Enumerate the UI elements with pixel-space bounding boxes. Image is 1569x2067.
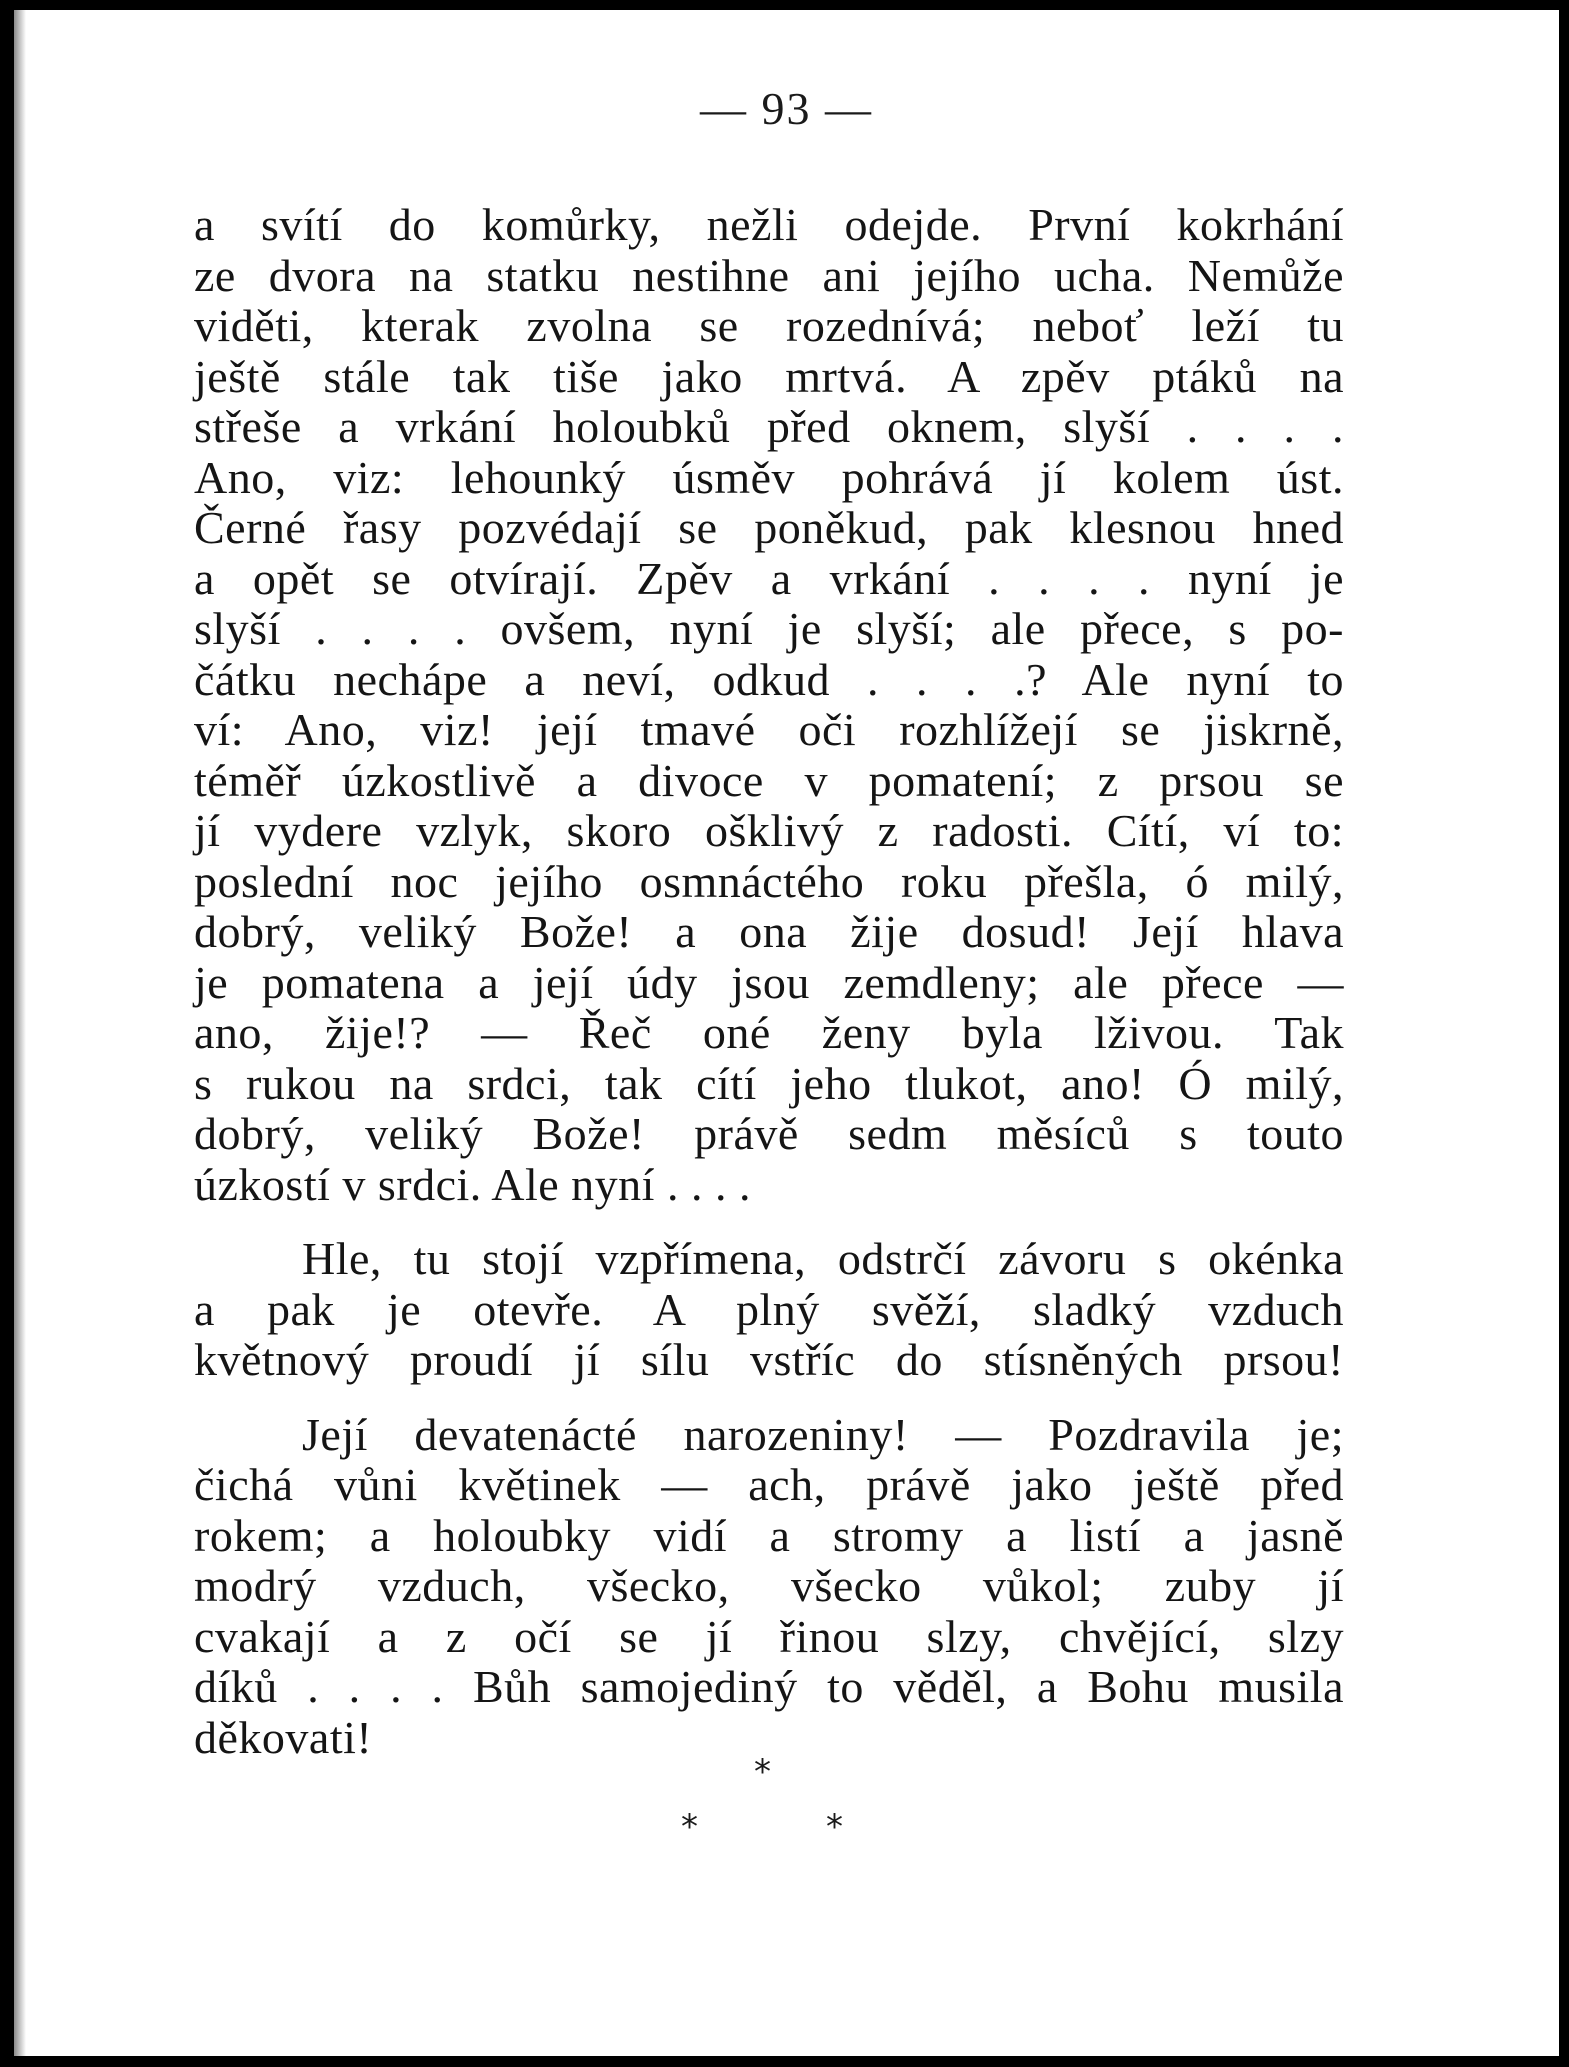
asterism-section-break bbox=[14, 1752, 1559, 1865]
text-line: dobrý, veliký Bože! právě sedm měsíců s touto bbox=[194, 1108, 1344, 1159]
text-line: a pak je otevře. A plný svěží, sladký vzduch bbox=[194, 1283, 1344, 1335]
text-line: jí vydere vzlyk, skoro ošklivý z radosti. Cítí, ví to: bbox=[194, 805, 1344, 856]
page-number: — 93 — bbox=[700, 83, 873, 134]
text-line: viděti, kterak zvolna se rozednívá; neboť leží tu bbox=[194, 300, 1344, 351]
text-line: cvakají a z očí se jí řinou slzy, chvějící, slzy bbox=[194, 1610, 1344, 1662]
text-line: slyší . . . . ovšem, nyní je slyší; ale přece, s po- bbox=[194, 603, 1344, 654]
paragraph-gap bbox=[194, 1386, 1344, 1410]
text-line: je pomatena a její údy jsou zemdleny; ale přece — bbox=[194, 956, 1344, 1008]
page-edge-shadow bbox=[14, 10, 26, 2056]
asterism-star: * bbox=[826, 1807, 843, 1847]
text-line: ze dvora na statku nestihne ani jejího ucha. Nemůže bbox=[194, 249, 1344, 301]
text-line: Hle, tu stojí vzpřímena, odstrčí závoru s okénka bbox=[302, 1233, 1344, 1284]
text-line: Černé řasy pozvédají se poněkud, pak klesnou hned bbox=[194, 502, 1344, 553]
text-line: ještě stále tak tiše jako mrtvá. A zpěv ptáků na bbox=[194, 350, 1344, 402]
text-line: poslední noc jejího osmnáctého roku přešla, ó milý, bbox=[194, 855, 1344, 907]
text-line: dobrý, veliký Bože! a ona žije dosud! Její hlava bbox=[194, 906, 1344, 957]
text-line: modrý vzduch, všecko, všecko vůkol; zuby jí bbox=[194, 1560, 1344, 1611]
text-line: Ano, viz: lehounký úsměv pohrává jí kolem úst. bbox=[194, 451, 1344, 503]
text-line: střeše a vrkání holoubků před oknem, slyší . . . . bbox=[194, 401, 1344, 452]
text-line: díků . . . . Bůh samojediný to věděl, a Bohu musila bbox=[194, 1661, 1344, 1712]
text-line: a opět se otvírají. Zpěv a vrkání . . . . nyní je bbox=[194, 552, 1344, 604]
asterism-star: * bbox=[754, 1752, 771, 1792]
text-line: květnový proudí jí sílu vstříc do stísněných prsou! bbox=[194, 1334, 1344, 1385]
asterism-star: * bbox=[681, 1807, 698, 1847]
text-line: čátku nechápe a neví, odkud . . . .? Ale nyní to bbox=[194, 653, 1344, 705]
paragraph bbox=[194, 1234, 1344, 1386]
body-text bbox=[194, 200, 1344, 1763]
text-line: rokem; a holoubky vidí a stromy a listí a jasně bbox=[194, 1509, 1344, 1561]
text-line: úzkostí v srdci. Ale nyní . . . . bbox=[194, 1158, 751, 1210]
paragraph-gap bbox=[194, 1210, 1344, 1234]
paragraph bbox=[194, 200, 1344, 1210]
text-line: a svítí do komůrky, nežli odejde. První kokrhání bbox=[194, 199, 1344, 250]
paragraph bbox=[194, 1410, 1344, 1764]
book-page bbox=[14, 10, 1559, 2056]
text-line: téměř úzkostlivě a divoce v pomatení; z prsou se bbox=[194, 754, 1344, 806]
text-line: děkovati! bbox=[194, 1711, 373, 1763]
text-line: čichá vůni květinek — ach, právě jako ještě před bbox=[194, 1459, 1344, 1510]
text-line: s rukou na srdci, tak cítí jeho tlukot, ano! Ó milý, bbox=[194, 1057, 1344, 1109]
text-line: ano, žije!? — Řeč oné ženy byla lživou. Tak bbox=[194, 1007, 1344, 1058]
text-line: ví: Ano, viz! její tmavé oči rozhlížejí se jiskrně, bbox=[194, 704, 1344, 755]
text-line: Její devatenácté narozeniny! — Pozdravila je; bbox=[302, 1408, 1344, 1460]
